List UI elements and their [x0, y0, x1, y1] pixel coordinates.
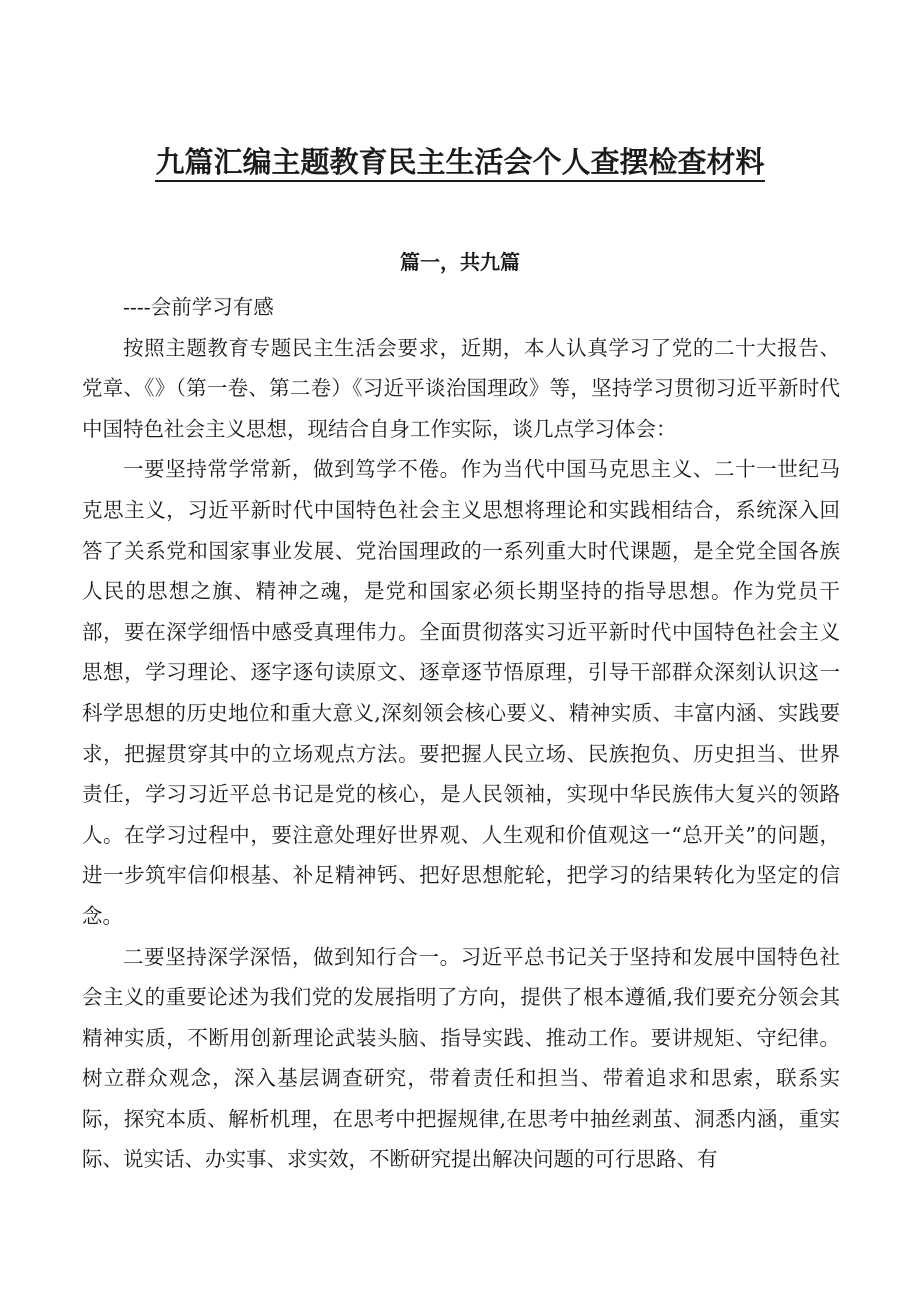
document-title-text: 九篇汇编主题教育民主生活会个人查摆检查材料	[155, 145, 764, 182]
document-body	[82, 287, 840, 1180]
document-title	[0, 142, 920, 182]
chapter-heading: 篇一，共九篇	[400, 250, 520, 274]
paragraph-point-one: 一要坚持常学常新，做到笃学不倦。作为当代中国马克思主义、二十一世纪马克思主义，习近平新时代中国特色社会主义思想将理论和实践相结合，系统深入回答了关系党和国家事业发展、党治国理政的一系列重大时代课题，是全党全国各族人民的思想之旗、精神之魂，是党和国家必须长期坚持的指导思想。作为党员干部，要在深学细悟中感受真理伟力。全面贯彻落实习近平新时代中国特色社会主义思想，学习理论、逐字逐句读原文、逐章逐节悟原理，引导干部群众深刻认识这一科学思想的历史地位和重大意义,深刻领会核心要义、精神实质、丰富内涵、实践要求，把握贯穿其中的立场观点方法。要把握人民立场、民族抱负、历史担当、世界责任，学习习近平总书记是党的核心，是人民领袖，实现中华民族伟大复兴的领路人。在学习过程中，要注意处理好世界观、人生观和价值观这一“总开关”的问题，进一步筑牢信仰根基、补足精神钙、把好思想舵轮，把学习的结果转化为坚定的信念。	[82, 457, 840, 928]
paragraph-point-two: 二要坚持深学深悟，做到知行合一。习近平总书记关于坚持和发展中国特色社会主义的重要论述为我们党的发展指明了方向，提供了根本遵循,我们要充分领会其精神实质，不断用创新理论武装头脑、指导实践、推动工作。要讲规矩、守纪律。树立群众观念，深入基层调查研究，带着责任和担当、带着追求和思索，联系实际，探究本质、解析机理，在思考中把握规律,在思考中抽丝剥茧、洞悉内涵，重实际、说实话、办实事、求实效，不断研究提出解决问题的可行思路、有	[82, 944, 840, 1172]
section-subheading: ----会前学习有感	[123, 295, 274, 319]
paragraph-intro: 按照主题教育专题民主生活会要求，近期，本人认真学习了党的二十大报告、党章、《》（第一卷、第二卷）《习近平谈治国理政》等，坚持学习贯彻习近平新时代中国特色社会主义思想，现结合自身工作实际，谈几点学习体会：	[82, 335, 840, 441]
